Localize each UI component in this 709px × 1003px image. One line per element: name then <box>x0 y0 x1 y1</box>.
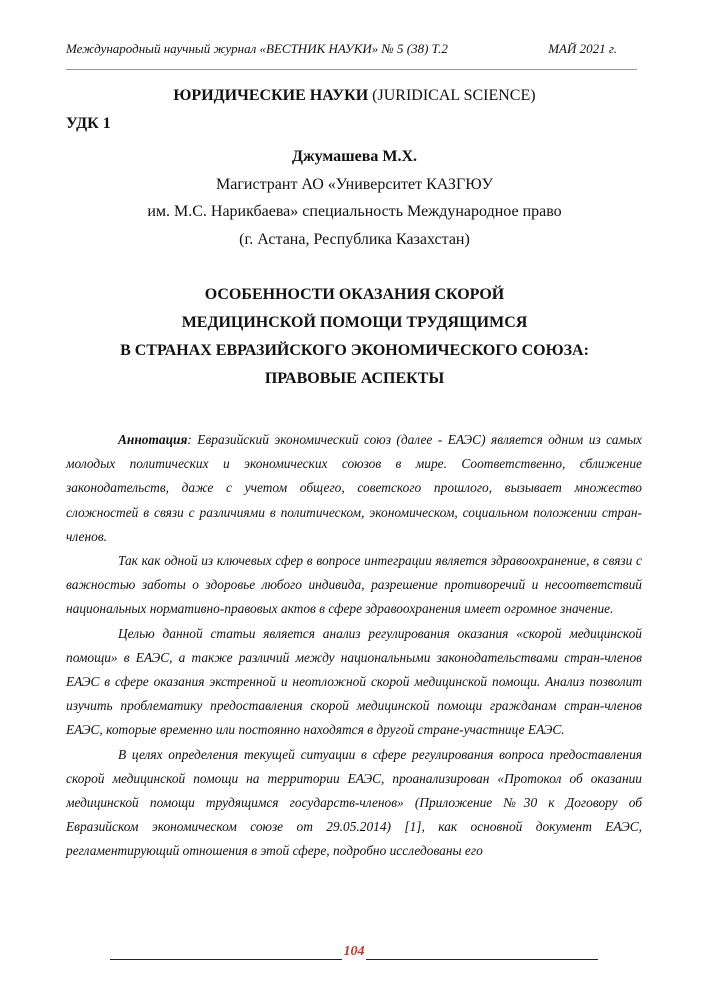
section-title: ЮРИДИЧЕСКИЕ НАУКИ <box>173 87 369 104</box>
author-affiliation-line: (г. Астана, Республика Казахстан) <box>239 230 470 248</box>
section-subtitle: (JURIDICAL SCIENCE) <box>372 87 536 104</box>
page-number: 104 <box>343 944 365 959</box>
issue-date: МАЙ 2021 г. <box>548 41 617 56</box>
title-line: В СТРАНАХ ЕВРАЗИЙСКОГО ЭКОНОМИЧЕСКОГО СОЮЗА: <box>120 342 589 359</box>
author-affiliation-line: Магистрант АО «Университет КАЗГЮУ <box>216 175 493 193</box>
abstract-paragraph <box>66 428 642 549</box>
title-line: ПРАВОВЫЕ АСПЕКТЫ <box>264 370 445 387</box>
abstract-text: : Евразийский экономический союз (далее - ЕАЭС) является одним из самых молодых политических и экономических союзов в мире. Соответственно, сближение законодательств, даже с учетом общего, советского прошлого, вызывает множество сложностей в связи с различиями в политическом, экономическом, социальном положении стран-членов. <box>66 432 642 544</box>
title-line: ОСОБЕННОСТИ ОКАЗАНИЯ СКОРОЙ <box>204 286 505 303</box>
section-heading <box>0 87 709 105</box>
abstract <box>66 428 642 864</box>
article-title <box>0 281 709 393</box>
title-line: МЕДИЦИНСКОЙ ПОМОЩИ ТРУДЯЩИМСЯ <box>181 314 528 331</box>
author-name: Джумашева М.Х. <box>291 148 418 165</box>
abstract-paragraph: Целью данной статьи является анализ регулирования оказания «скорой медицинской помощи» в ЕАЭС, а также различий между национальными законодательствами стран-членов ЕАЭС в сфере оказания экстренной и неотложной скорой медицинской помощи. Анализ позволит изучить проблематику предоставления скорой медицинской помощи гражданам стран-членов ЕАЭС, которые временно или постоянно находятся в другой стране-участнице ЕАЭС. <box>66 625 642 738</box>
author-block <box>0 143 709 253</box>
journal-name: Международный научный журнал «ВЕСТНИК НАУКИ» № 5 (38) Т.2 <box>66 41 448 56</box>
footer-rule-right <box>366 959 598 960</box>
header-divider <box>66 69 637 70</box>
abstract-label: Аннотация <box>118 432 188 447</box>
udk-code: УДК 1 <box>66 115 111 132</box>
page-footer <box>110 944 598 962</box>
author-affiliation-line: им. М.С. Нарикбаева» специальность Международное право <box>147 203 562 220</box>
abstract-paragraph: Так как одной из ключевых сфер в вопросе интеграции является здравоохранение, в связи с важностью заботы о здоровье любого индивида, разрешение противоречий и несоответствий национальных нормативно-правовых актов в сфере здравоохранения имеет огромное значение. <box>66 553 642 617</box>
abstract-paragraph: В целях определения текущей ситуации в сфере регулирования вопроса предоставления скорой медицинской помощи на территории ЕАЭС, проанализирован «Протокол об оказании медицинской помощи трудящимся государств-членов» (Приложение №30 к Договору об Евразийском экономическом союзе от 29.05.2014) [1], как основной документ ЕАЭС, регламентирующий отношения в этой сфере, подробно исследованы его <box>66 746 642 859</box>
